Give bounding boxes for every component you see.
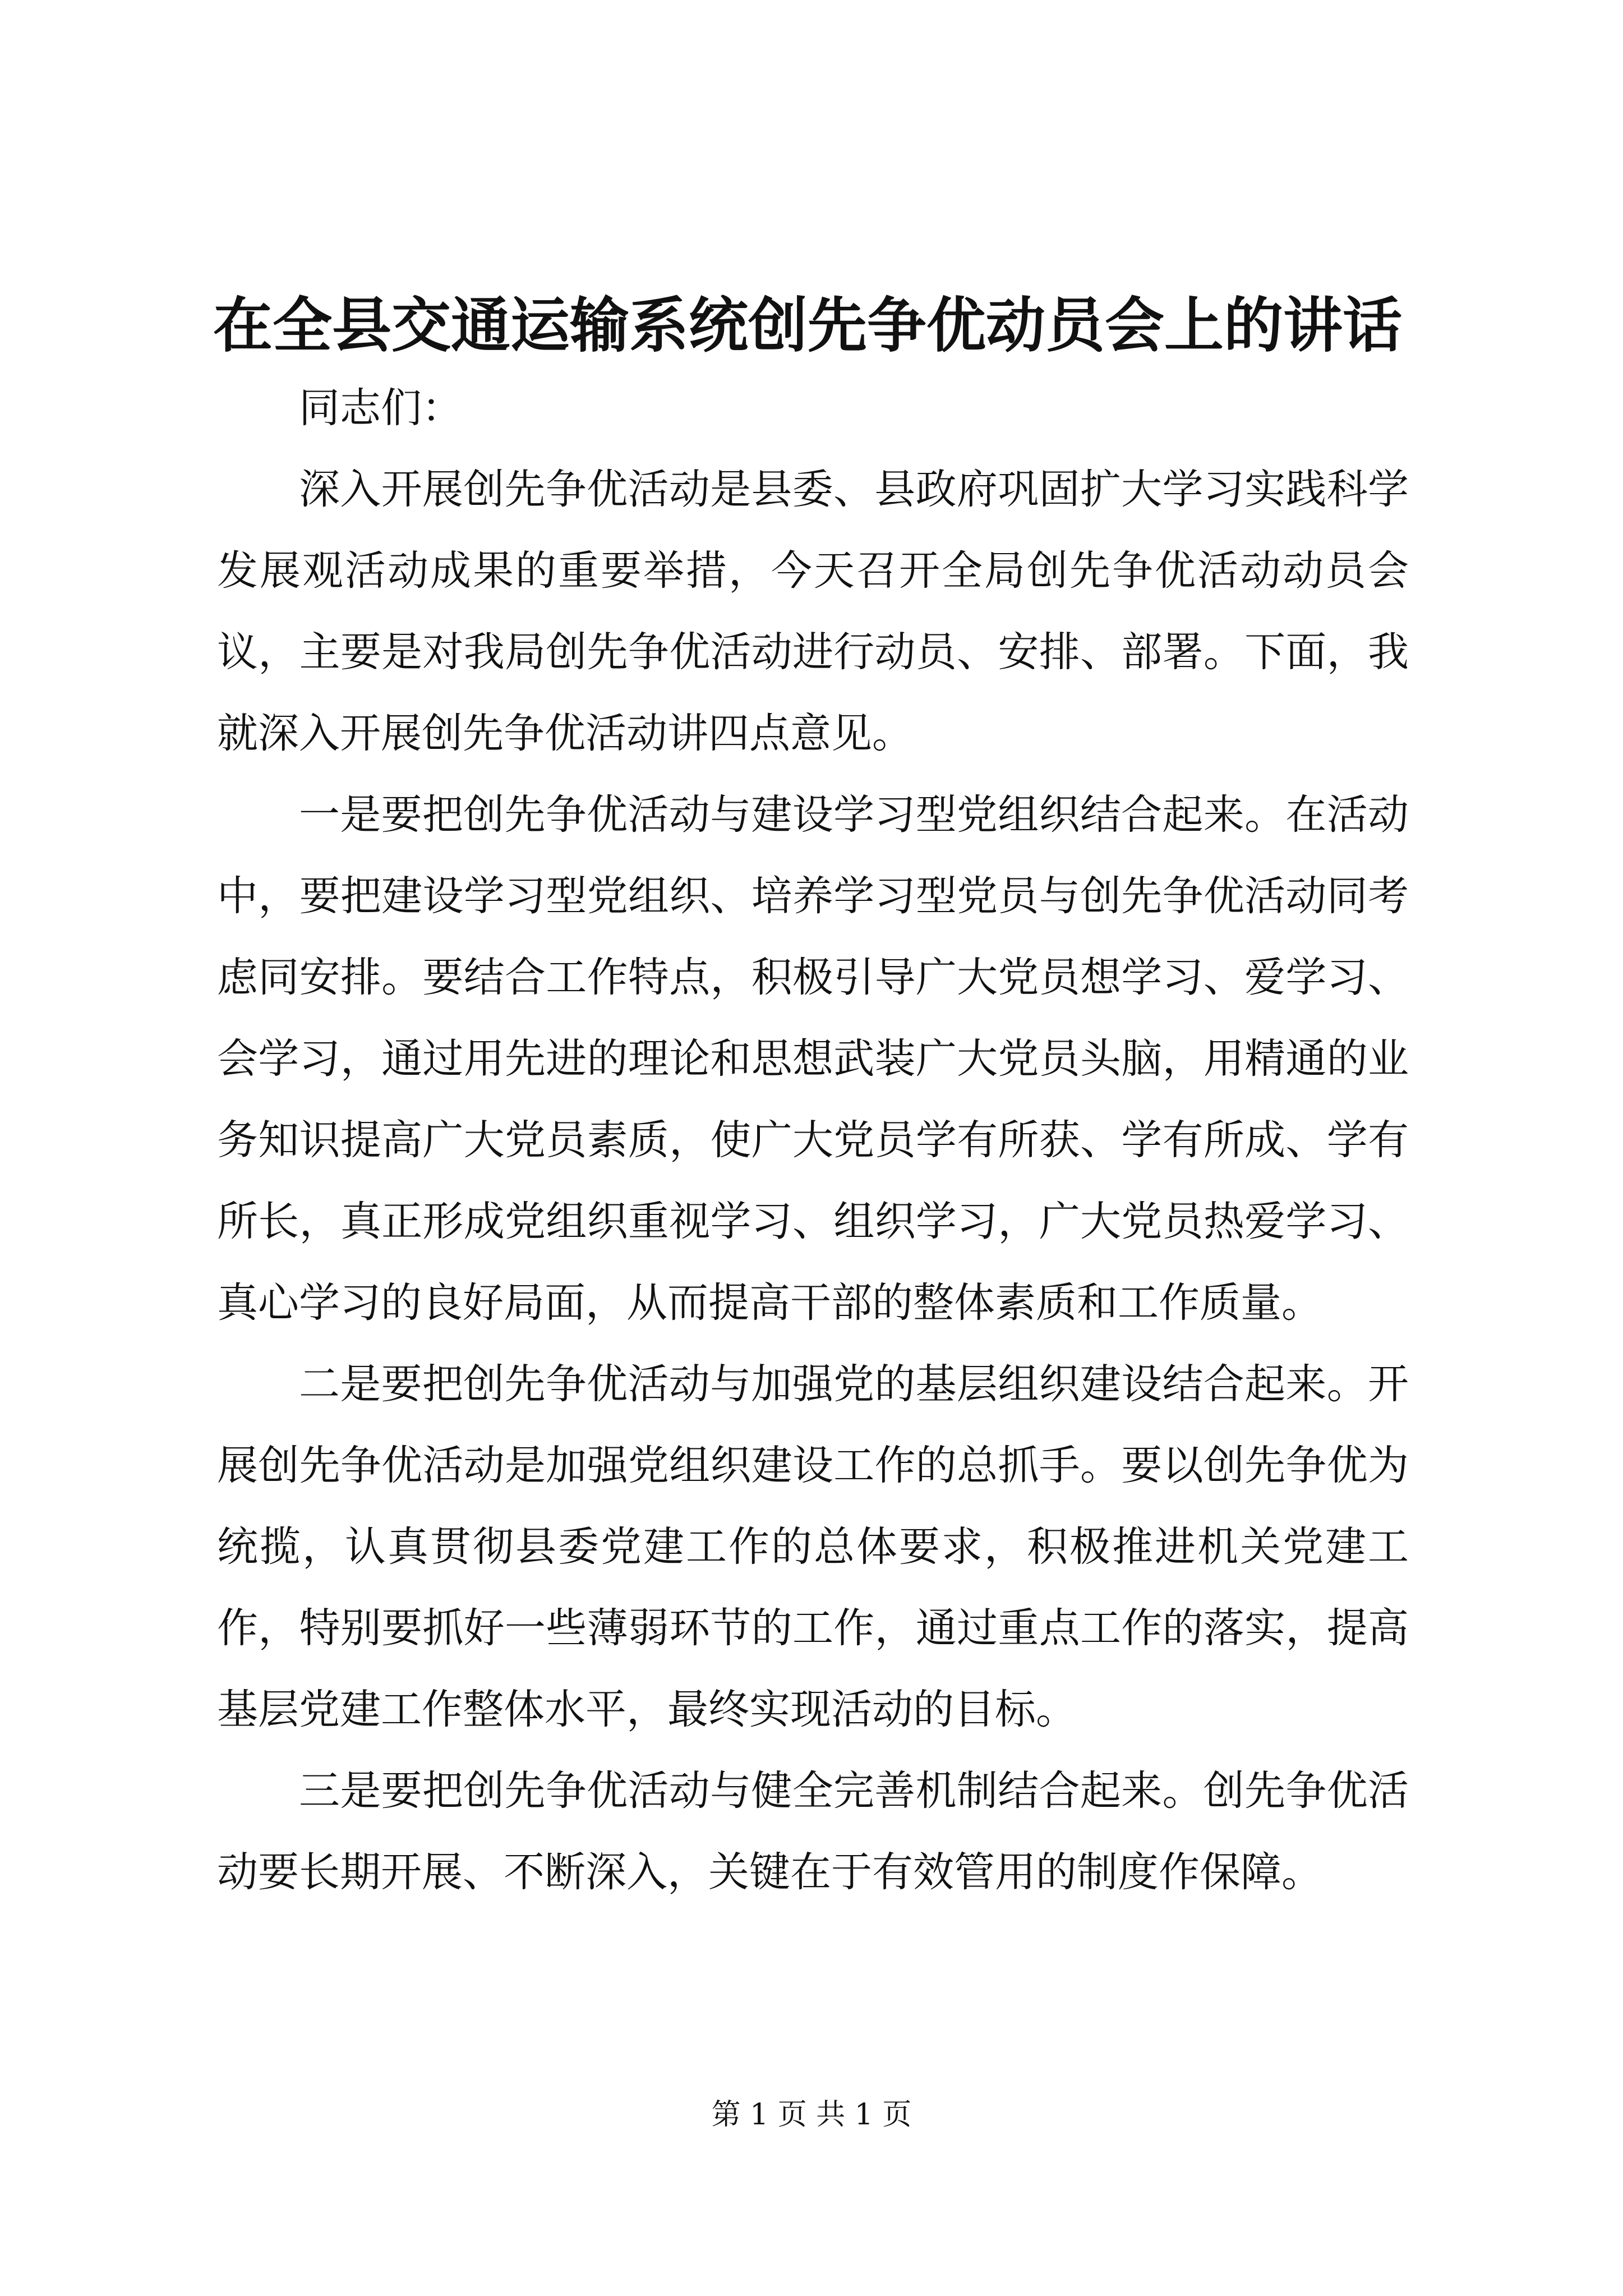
document-body	[217, 367, 1409, 1913]
page-footer: 第 1 页 共 1 页	[711, 2098, 912, 2132]
paragraph-point-one: 一是要把创先争优活动与建设学习型党组织结合起来。在活动中，要把建设学习型党组织、培养学习型党员与创先争优活动同考虑同安排。要结合工作特点，积极引导广大党员想学习、爱学习、会学习，通过用先进的理论和思想武装广大党员头脑，用精通的业务知识提高广大党员素质，使广大党员学有所获、学有所成、学有所长，真正形成党组织重视学习、组织学习，广大党员热爱学习、真心学习的良好局面，从而提高干部的整体素质和工作质量。	[217, 791, 1409, 1327]
paragraph-point-three: 三是要把创先争优活动与健全完善机制结合起来。创先争优活动要长期开展、不断深入，关键在于有效管用的制度作保障。	[217, 1767, 1409, 1896]
salutation: 同志们：	[299, 384, 463, 432]
paragraph-intro: 深入开展创先争优活动是县委、县政府巩固扩大学习实践科学发展观活动成果的重要举措，今天召开全局创先争优活动动员会议，主要是对我局创先争优活动进行动员、安排、部署。下面，我就深入开展创先争优活动讲四点意见。	[217, 466, 1409, 757]
paragraph-point-two: 二是要把创先争优活动与加强党的基层组织建设结合起来。开展创先争优活动是加强党组织建设工作的总抓手。要以创先争优为统揽，认真贯彻县委党建工作的总体要求，积极推进机关党建工作，特别要抓好一些薄弱环节的工作，通过重点工作的落实，提高基层党建工作整体水平，最终实现活动的目标。	[217, 1360, 1409, 1733]
document-title: 在全县交通运输系统创先争优动员会上的讲话	[213, 290, 1402, 360]
